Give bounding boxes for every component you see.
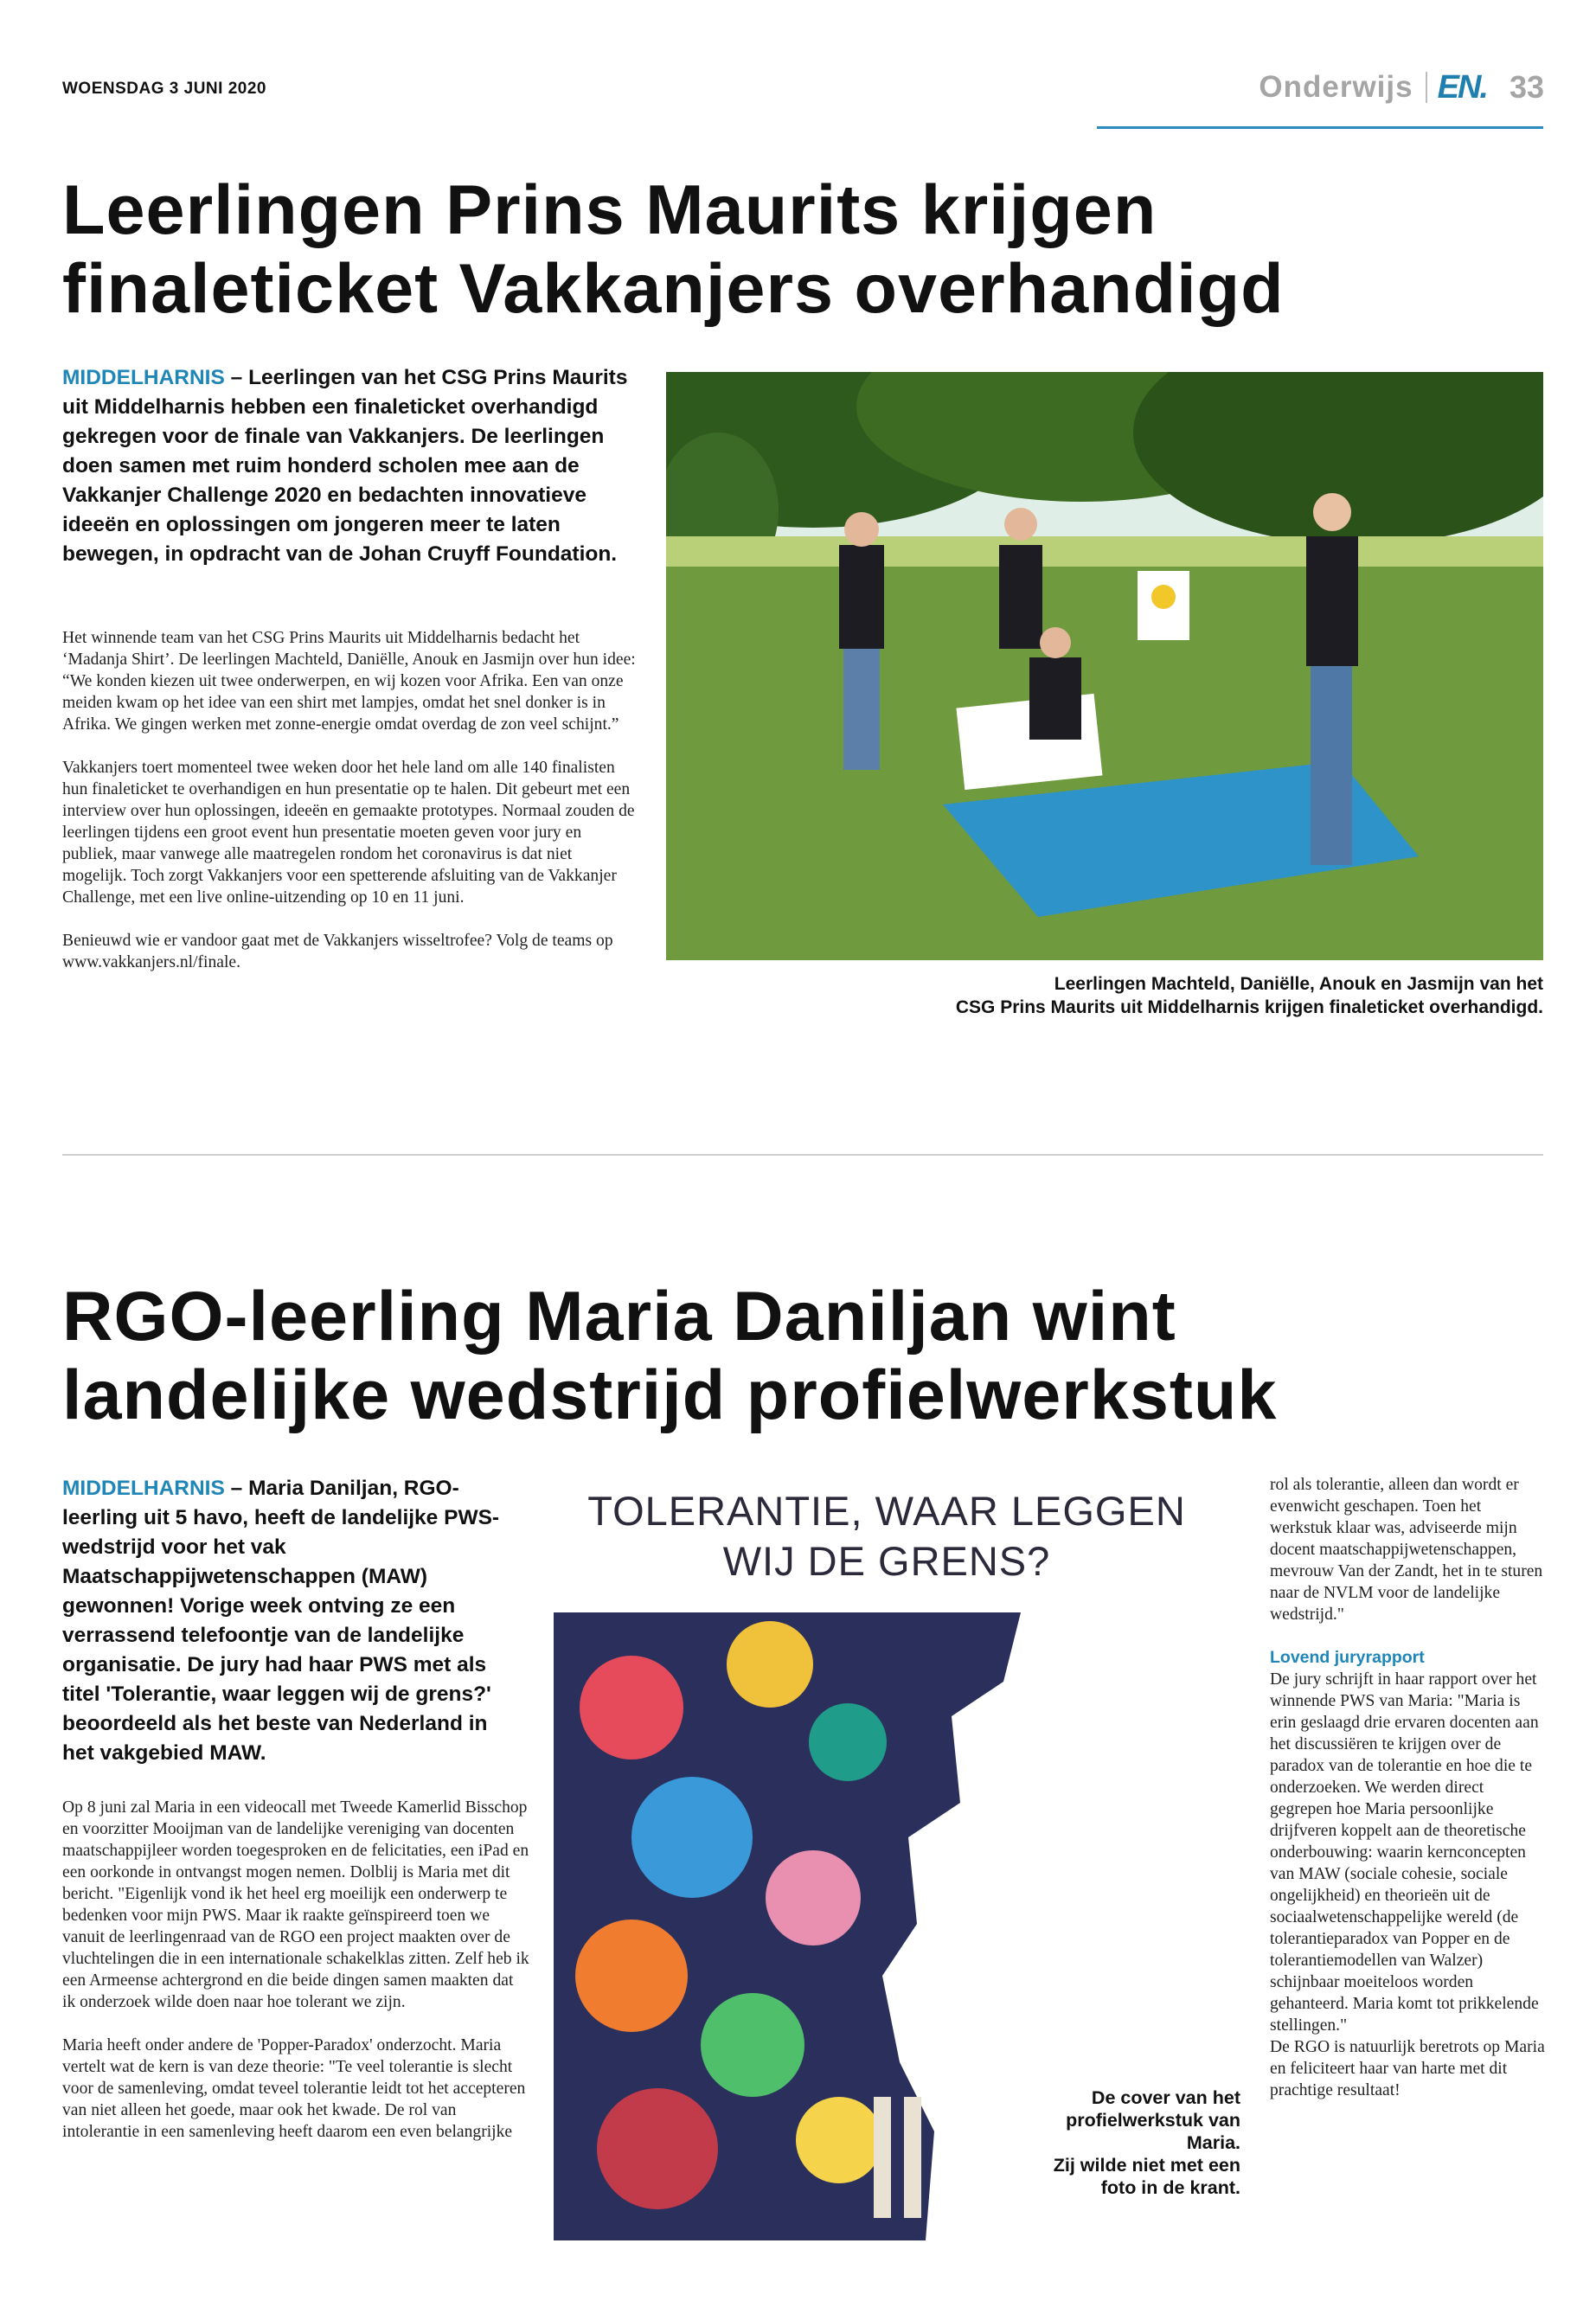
article1-caption (779, 972, 1543, 1019)
caption-line: De cover van het (1091, 2087, 1240, 2108)
article-divider (62, 1154, 1543, 1156)
cover-title-line: WIJ DE GRENS? (722, 1538, 1051, 1584)
page-number: 33 (1509, 69, 1544, 105)
cover-title (554, 1486, 1220, 1586)
article1-body (62, 627, 637, 973)
article2-paragraph: Op 8 juni zal Maria in een videocall met Tweede Kamerlid Bisschop en voorzitter Mooijman van de landelijke vereniging van docenten maatschappijleer worden toegesproken en de felicitaties, een iPad en een oorkonde in ontvangst mogen nemen. Dolblij is Maria met dit bericht. "Eigenlijk vond ik het heel erg moeilijk een onderwerp te bedenken voor mijn PWS. Maar ik raakte geïnspireerd toen we vanuit de leerlingenraad van de RGO een project maakten over de vluchtelingen die in een internationale schakelklas zitten. Zelf heb ik een Armeense achtergrond en die beide dingen samen maakten dat ik onderzoek wilde doen naar hoe tolerant we zijn. (62, 1798, 529, 2011)
header-rule (1097, 126, 1543, 129)
article1-photo (666, 372, 1543, 960)
article2-dateline: MIDDELHARNIS (62, 1477, 225, 1500)
caption-line: Leerlingen Machteld, Daniëlle, Anouk en Jasmijn van het (1054, 974, 1543, 994)
article1-intro-text: – Leerlingen van het CSG Prins Maurits uit Middelharnis hebben een finaleticket overhandigd gekregen voor de finale van Vakkanjers. De leerlingen doen samen met ruim honderd scholen mee aan de Vakkanjer Challenge 2020 en bedachten innovatieve ideeën en oplossingen om jongeren meer te laten bewegen, in opdracht van de Johan Cruyff Foundation. (62, 366, 628, 566)
cover-title-line: TOLERANTIE, WAAR LEGGEN (587, 1488, 1186, 1534)
article2-paragraph: De RGO is natuurlijk beretrots op Maria en feliciteert haar van harte met dit prachtige resultaat! (1270, 2038, 1545, 2099)
article2-caption (1012, 2086, 1240, 2199)
article2-subhead: Lovend juryrapport (1270, 1648, 1425, 1667)
article2-paragraph: De jury schrijft in haar rapport over het winnende PWS van Maria: "Maria is erin geslaagd drie ervaren docenten aan het discussiëren te krijgen over de paradox van de tolerantie en hoe die te onderzoeken. We werden direct gegrepen hoe Maria persoonlijke drijfveren koppelt aan de theoretische onderbouwing: waarin kernconcepten van MAW (sociale cohesie, sociale ongelijkheid) en theorieën uit de sociaalwetenschappelijke wereld (de tolerantieparadox van Popper en de tolerantiemodellen van Walzer) schijnbaar moeiteloos worden gehanteerd. Maria komt tot prikkelende stellingen." (1270, 1670, 1539, 2035)
issue-date: WOENSDAG 3 JUNI 2020 (62, 80, 266, 98)
article2-intro-text: – Maria Daniljan, RGO-leerling uit 5 havo, heeft de landelijke PWS-wedstrijd voor het vak Maatschappijwetenschappen (MAW) gewonnen! Vorige week ontving ze een verrassend telefoontje van de landelijke organisatie. De jury had haar PWS met als titel 'Tolerantie, waar leggen wij de grens?' beoordeeld als het beste van Nederland in het vakgebied MAW. (62, 1477, 500, 1765)
section-name: Onderwijs (1259, 70, 1413, 104)
article2-intro (62, 1474, 521, 1768)
article1-dateline: MIDDELHARNIS (62, 366, 225, 389)
article2-paragraph: Maria heeft onder andere de 'Popper-Paradox' onderzocht. Maria vertelt wat de kern is van deze theorie: "Te veel tolerantie is slecht voor de samenleving, omdat teveel tolerantie leidt tot het accepteren van niet alleen het goede, maar ook het kwade. De rol van intolerantie in een samenleving heeft daarom een even belangrijke (62, 2036, 526, 2141)
caption-line: profielwerkstuk van (1066, 2110, 1240, 2131)
masthead (1259, 67, 1544, 107)
caption-line: CSG Prins Maurits uit Middelharnis krijgen finaleticket overhandigd. (955, 997, 1543, 1017)
group-photo-illustration (666, 372, 1543, 960)
caption-line: Maria. (1186, 2132, 1240, 2153)
article2-column3 (1270, 1474, 1547, 2101)
article2-paragraph: rol als tolerantie, alleen dan wordt er evenwicht geschapen. Toen het werkstuk klaar was, adviseerde mijn docent maatschappijwetenschappen, mevrouw Van der Zandt, het in te sturen naar de NVLM voor de landelijke wedstrijd." (1270, 1476, 1543, 1624)
article1-intro (62, 363, 633, 569)
article1-paragraph: Vakkanjers toert momenteel twee weken door het hele land om alle 140 finalisten hun finaleticket te overhandigen en hun presentatie op te halen. Dit gebeurt met een interview over hun oplossingen, ideeën en gemaakte prototypes. Normaal zouden de leerlingen tijdens een groot event hun presentatie moeten geven voor jury en publiek, maar vanwege alle maatregelen rondom het coronavirus is dat niet mogelijk. Toch zorgt Vakkanjers voor een spetterende afsluiting van de Vakkanjer Challenge, met een live online-uitzending op 10 en 11 juni. (62, 759, 635, 907)
caption-line: Zij wilde niet met een (1053, 2155, 1240, 2176)
article1-paragraph: Het winnende team van het CSG Prins Maurits uit Middelharnis bedacht het ‘Madanja Shirt’. De leerlingen Machteld, Daniëlle, Anouk en Jasmijn over hun idee: “We konden kiezen uit twee onderwerpen, en wij kozen voor Afrika. Een van onze meiden kwam op het idee van een shirt met lampjes, omdat het snel donker is in Afrika. We gingen werken met zonne-energie omdat overdag de zon veel schijnt.” (62, 629, 636, 734)
caption-line: foto in de krant. (1100, 2177, 1240, 2198)
masthead-separator (1426, 72, 1427, 103)
article1-headline: Leerlingen Prins Maurits krijgen finaleticket Vakkanjers overhandigd (62, 171, 1285, 328)
cover-illustration (554, 1612, 1021, 2240)
newspaper-logo: EN. (1437, 68, 1487, 106)
article2-headline: RGO-leerling Maria Daniljan wint landelijke wedstrijd profielwerkstuk (62, 1278, 1278, 1434)
article1-paragraph: Benieuwd wie er vandoor gaat met de Vakkanjers wisseltrofee? Volg de teams op www.vakkanjers.nl/finale. (62, 932, 613, 971)
article2-body (62, 1797, 529, 2143)
